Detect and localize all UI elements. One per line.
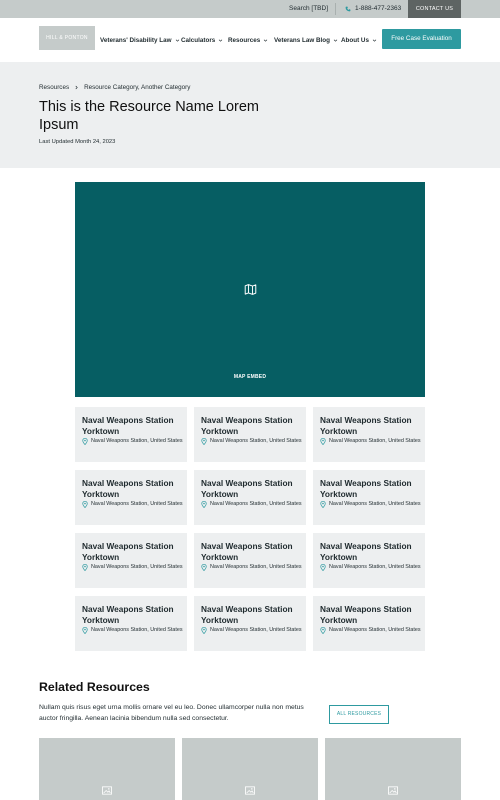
nav-item-label: Calculators bbox=[181, 36, 216, 44]
location-address bbox=[82, 437, 184, 446]
page-title: This is the Resource Name Lorem Ipsum bbox=[39, 99, 259, 133]
chevron-down-icon bbox=[263, 38, 268, 43]
location-text: Naval Weapons Station, United States bbox=[210, 627, 302, 633]
location-pin-icon bbox=[320, 564, 326, 571]
nav-item-resources[interactable] bbox=[228, 34, 268, 46]
nav-item-calculators[interactable] bbox=[181, 34, 223, 46]
location-title: Naval Weapons Station Yorktown bbox=[320, 415, 412, 436]
location-card[interactable] bbox=[194, 596, 306, 651]
page-header bbox=[0, 62, 500, 168]
location-card[interactable] bbox=[194, 470, 306, 525]
location-pin-icon bbox=[320, 438, 326, 445]
location-address bbox=[320, 500, 422, 509]
location-title: Naval Weapons Station Yorktown bbox=[82, 478, 174, 499]
location-address bbox=[82, 500, 184, 509]
location-pin-icon bbox=[320, 501, 326, 508]
phone-number: 1-888-477-2363 bbox=[355, 5, 402, 12]
chevron-right-icon bbox=[74, 85, 79, 90]
map-icon bbox=[244, 283, 257, 296]
related-resources-title: Related Resources bbox=[39, 680, 150, 694]
location-title: Naval Weapons Station Yorktown bbox=[201, 415, 293, 436]
location-card[interactable] bbox=[75, 533, 187, 588]
location-title: Naval Weapons Station Yorktown bbox=[82, 604, 174, 625]
location-pin-icon bbox=[82, 501, 88, 508]
related-resources-description: Nullam quis risus eget urna mollis ornare vel eu leo. Donec ullamcorper nulla non metus auctor fringilla. Aenean lacinia bibendum nulla sed consectetur. bbox=[39, 704, 304, 722]
location-address bbox=[320, 437, 422, 446]
location-title: Naval Weapons Station Yorktown bbox=[320, 541, 412, 562]
main-nav bbox=[0, 18, 500, 62]
location-address bbox=[201, 563, 303, 572]
location-title: Naval Weapons Station Yorktown bbox=[320, 478, 412, 499]
chevron-down-icon bbox=[333, 38, 338, 43]
chevron-down-icon bbox=[175, 38, 180, 43]
location-title: Naval Weapons Station Yorktown bbox=[201, 478, 293, 499]
location-card[interactable] bbox=[75, 470, 187, 525]
location-text: Naval Weapons Station, United States bbox=[91, 501, 183, 507]
last-updated: Last Updated Month 24, 2023 bbox=[39, 139, 116, 145]
location-card[interactable] bbox=[313, 407, 425, 462]
nav-item-label: Veterans Law Blog bbox=[274, 36, 330, 44]
utility-bar bbox=[0, 0, 500, 18]
location-pin-icon bbox=[201, 564, 207, 571]
image-icon bbox=[102, 786, 112, 795]
location-address bbox=[201, 437, 303, 446]
nav-item-veterans-law-blog[interactable] bbox=[274, 34, 338, 46]
location-pin-icon bbox=[82, 564, 88, 571]
location-title: Naval Weapons Station Yorktown bbox=[201, 604, 293, 625]
free-case-evaluation-button[interactable]: Free Case Evaluation bbox=[382, 29, 461, 49]
location-card[interactable] bbox=[313, 470, 425, 525]
nav-item-label: Resources bbox=[228, 36, 261, 44]
location-text: Naval Weapons Station, United States bbox=[91, 627, 183, 633]
location-address bbox=[320, 626, 422, 635]
nav-item-about-us[interactable] bbox=[341, 34, 377, 46]
location-text: Naval Weapons Station, United States bbox=[210, 438, 302, 444]
contact-us-button[interactable]: CONTACT US bbox=[408, 0, 461, 18]
location-card[interactable] bbox=[313, 533, 425, 588]
location-card[interactable] bbox=[313, 596, 425, 651]
location-pin-icon bbox=[201, 438, 207, 445]
chevron-down-icon bbox=[218, 38, 223, 43]
breadcrumb-link-resources[interactable]: Resources bbox=[39, 84, 70, 91]
chevron-down-icon bbox=[372, 38, 377, 43]
location-address bbox=[82, 626, 184, 635]
location-title: Naval Weapons Station Yorktown bbox=[82, 541, 174, 562]
location-text: Naval Weapons Station, United States bbox=[329, 627, 421, 633]
image-icon bbox=[245, 786, 255, 795]
phone-link[interactable] bbox=[345, 0, 401, 18]
divider bbox=[335, 3, 336, 15]
nav-item-label: About Us bbox=[341, 36, 369, 44]
related-resource-card[interactable] bbox=[39, 738, 175, 800]
location-text: Naval Weapons Station, United States bbox=[210, 564, 302, 570]
location-text: Naval Weapons Station, United States bbox=[329, 501, 421, 507]
map-embed[interactable] bbox=[75, 182, 425, 397]
location-card[interactable] bbox=[75, 407, 187, 462]
location-text: Naval Weapons Station, United States bbox=[329, 564, 421, 570]
location-pin-icon bbox=[201, 627, 207, 634]
related-resource-card[interactable] bbox=[182, 738, 318, 800]
location-text: Naval Weapons Station, United States bbox=[329, 438, 421, 444]
location-address bbox=[201, 500, 303, 509]
location-pin-icon bbox=[82, 438, 88, 445]
location-address bbox=[201, 626, 303, 635]
location-address bbox=[82, 563, 184, 572]
location-card[interactable] bbox=[194, 533, 306, 588]
image-icon bbox=[388, 786, 398, 795]
location-card[interactable] bbox=[75, 596, 187, 651]
location-title: Naval Weapons Station Yorktown bbox=[82, 415, 174, 436]
related-resource-card[interactable] bbox=[325, 738, 461, 800]
location-address bbox=[320, 563, 422, 572]
nav-item-label: Veterans' Disability Law bbox=[100, 36, 172, 44]
breadcrumb-current[interactable]: Resource Category, Another Category bbox=[84, 84, 191, 91]
location-title: Naval Weapons Station Yorktown bbox=[320, 604, 412, 625]
map-label: MAP EMBED bbox=[233, 374, 267, 380]
location-card[interactable] bbox=[194, 407, 306, 462]
location-text: Naval Weapons Station, United States bbox=[91, 564, 183, 570]
location-pin-icon bbox=[201, 501, 207, 508]
location-title: Naval Weapons Station Yorktown bbox=[201, 541, 293, 562]
all-resources-button[interactable]: ALL RESOURCES bbox=[329, 705, 389, 724]
location-pin-icon bbox=[320, 627, 326, 634]
search-link[interactable]: Search [TBD] bbox=[289, 5, 329, 12]
logo[interactable]: HILL & PONTON bbox=[39, 26, 95, 50]
location-text: Naval Weapons Station, United States bbox=[210, 501, 302, 507]
location-text: Naval Weapons Station, United States bbox=[91, 438, 183, 444]
phone-icon bbox=[345, 6, 351, 12]
breadcrumb bbox=[39, 84, 190, 91]
location-grid bbox=[75, 407, 425, 652]
location-pin-icon bbox=[82, 627, 88, 634]
nav-item-veterans-disability-law[interactable] bbox=[100, 34, 180, 46]
